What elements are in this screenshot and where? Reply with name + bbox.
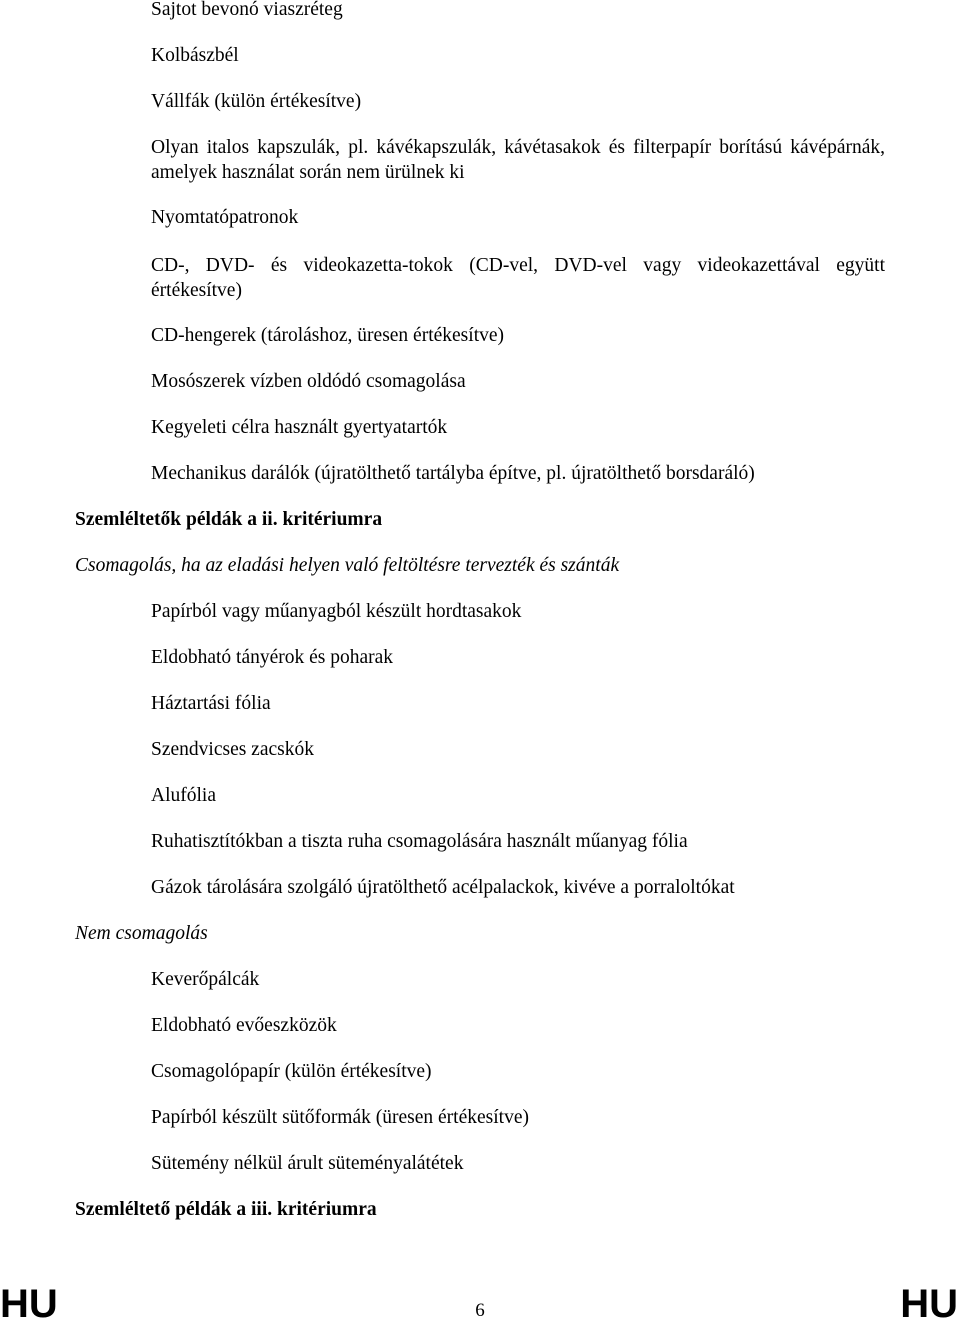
footer-language-right: HU [900,1282,958,1326]
list-item: Gázok tárolására szolgáló újratölthető acélpalackok, kivéve a porraloltókat [151,877,735,898]
list-item: Mosószerek vízben oldódó csomagolása [151,371,466,392]
list-item: Papírból vagy műanyagból készült hordtasakok [151,601,522,622]
list-item: Sajtot bevonó viaszréteg [151,0,343,20]
list-item: Ruhatisztítókban a tiszta ruha csomagolására használt műanyag fólia [151,831,688,852]
list-item: Kolbászbél [151,45,239,66]
list-item: Papírból készült sütőformák (üresen értékesítve) [151,1107,529,1128]
list-item: Vállfák (külön értékesítve) [151,91,362,112]
subheading-not-packaging: Nem csomagolás [75,923,208,944]
list-item: Alufólia [151,785,216,806]
subheading-packaging: Csomagolás, ha az eladási helyen való feltöltésre tervezték és szánták [75,555,620,576]
list-item: Olyan italos kapszulák, pl. kávékapszulák, kávétasakok és filterpapír borítású kávépárnák, amelyek használat során nem ürülnek ki [151,137,885,183]
footer-language-left: HU [0,1282,58,1326]
list-item: Eldobható tányérok és poharak [151,647,394,668]
section-heading-ii: Szemléltetők példák a ii. kritériumra [75,509,383,530]
list-item: Mechanikus darálók (újratölthető tartályba építve, pl. újratölthető borsdaráló) [151,463,755,484]
list-item: Háztartási fólia [151,693,271,714]
list-item: Nyomtatópatronok [151,207,299,228]
list-item: CD-hengerek (tároláshoz, üresen értékesítve) [151,325,505,346]
list-item: Sütemény nélkül árult süteményalátétek [151,1153,464,1174]
page-number: 6 [475,1300,485,1321]
list-item: Keverőpálcák [151,969,260,990]
section-heading-iii: Szemléltető példák a iii. kritériumra [75,1199,377,1220]
list-item: Szendvicses zacskók [151,739,314,760]
list-item: Csomagolópapír (külön értékesítve) [151,1061,432,1082]
list-item: CD-, DVD- és videokazetta-tokok (CD-vel, DVD-vel vagy videokazettával együtt értékesítve) [151,255,885,301]
list-item: Eldobható evőeszközök [151,1015,337,1036]
list-item: Kegyeleti célra használt gyertyatartók [151,417,448,438]
